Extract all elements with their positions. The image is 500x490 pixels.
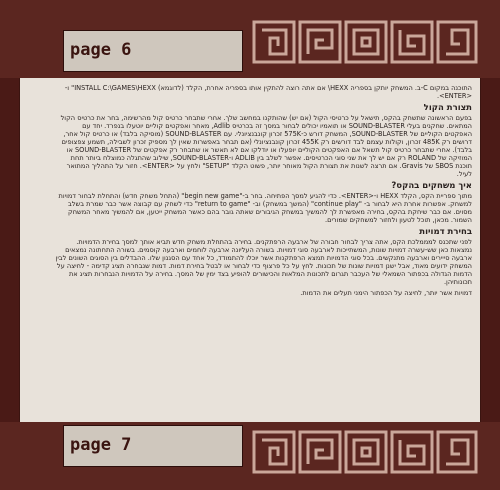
manual-page (19, 78, 481, 422)
how-to-play-paragraph: מתוך ספריית הקס, הקלד HEXX ו-<ENTER>. כדי להגיע למסך הפתיחה. בחר ב-"begin new game" (התחל משחק חדש) והתחלת לבחור דמויות למשחק. אפשרות אחרת היא לבחור ב- "continue play" (המשך במשחק) וב- "return to game" כדי לשחק עם קבוצה אשר כבר שמרת בשלב מסוים. אם כבר שיחקת בהקס, בחירה מאפשרת לך להמשיך במשחק הגיבורים שאתה גובר בהם כאשר המשחק ייטען, אם להמשיך מאחר המשחק השמור. מכאן, תוכל לטעון ולחזור למשחקים שמורים. (58, 192, 472, 224)
ornament-pattern-bottom (250, 428, 480, 480)
page-number-top: page 6 (70, 40, 132, 60)
character-selection-end: דמויות אשר יותר, לחיצה על הכפתור הימני תעלים את הדמות. (300, 289, 472, 297)
body-text (54, 84, 472, 300)
sound-config-heading: תצורת הקול (423, 103, 472, 113)
page-number-plate-bottom (63, 425, 243, 467)
page-number-bottom: page 7 (70, 435, 132, 455)
ornament-pattern-top (250, 18, 480, 70)
page-number-plate-top (63, 30, 243, 72)
sound-config-paragraph: בפעם הראשונה שתשחק בהקס, תישאל על כרטיסי הקול (אם יש) שהותקנו במחשב שלך. אחרי שתבחר כרטיס קול מהרשימה, בחר את כרטיס הקול המתאים. שחקנים בעלי SOUND-BLASTER או תואמיו יכולים לבחור במסך זה בכרטיס Adlib, מאחר ואפקטים קוליים יוטעלו בנפרד. יחד עם האפקטים הקוליים של SOUND-BLASTER, המשחק דורש כ-575K זכרון קונבנציונלי. עם SOUND-BLASTER (מוסיקה בלבד) או כרטיס קול אחר, דרושים רק 485K זכרון, וקולות עצמם לבד דורשים רק 455K זכרון קונבנציונלי (אם תבחר באפשרות שאין לך מספיק זכרון לשבילה, תשמע צפצופים בלבד). אחרי שתבחר כרטיס קול תשאל אם האפקטים הקוליים יופעלו או יודלקו אם לא תאשר או שתבחר רק אפקטים של SOUND-BLASTER או המוזיקה של ROLAND רק אם יש לך את שני סוגי הכרטיסים. אפשר לשלב בין ADLIB ו-SOUND-BLASTER, שילוב שהתגלה כמוצלח ביותר תחת תוכנת SBOS של Gravis. אם תרצה לשנות את תצורת הקול מאוחר יותר, פשוט הקלד "SETUP" ולחץ על <ENTER>. חזור על התהליך המתואר לעיל. (60, 114, 472, 178)
how-to-play-heading: איך משחקים בהקס? (391, 181, 472, 191)
intro-paragraph: התוכנה במקום C-ב. המשחק יותקן בספריה HEXX\ אם אתה רוצה להתקין אותו בספריה אחרת, הקלד (לדוגמא) INSTALL C:\GAMES\HEXX" ו-<ENTER>. (64, 84, 472, 100)
character-selection-heading: בחירת דמויות (419, 227, 472, 237)
character-selection-paragraph: לפני שתכנס למממלכת הקס, אתה צריך לבחור חבורה של ארבעה הרפתקנים. בחירה בהתחלת משחק חדש תביא אותך למסך בחירת הדמויות. נמצאות כאן שש-עשרה דמויות שונות, המשתייכות לארבעה סוגי דמויות. בשורה העליונה ארבעה לוחמים וארבעה קוסמים. בשורה התחתונה נמצאים ארבעה סייירים וארבעה מתנקשים. בכל סוגי הדמויות תמצא הרפתקנות אשר יוכלו להתמודד, כל אחד עם הסגנון שלו. ההבדלים בין הסוגים השונים לבין המשחק ידועים מאוד, אבל ישנן דמויות שונות של תכונות. לחץ על כל פרצוף כדי לבחור או לבטל בחירת דמות. דמות שנבחרה תציג קדימה - לחיצה על הדמות הגדולה בכפתור השמאלי של העכבר תגרום לתכונות המלאות והכישורים להופיע בצד ימין של המסך. בחירה על הדמויות הנבחרות תציג את תכונותיהן. (55, 238, 472, 286)
